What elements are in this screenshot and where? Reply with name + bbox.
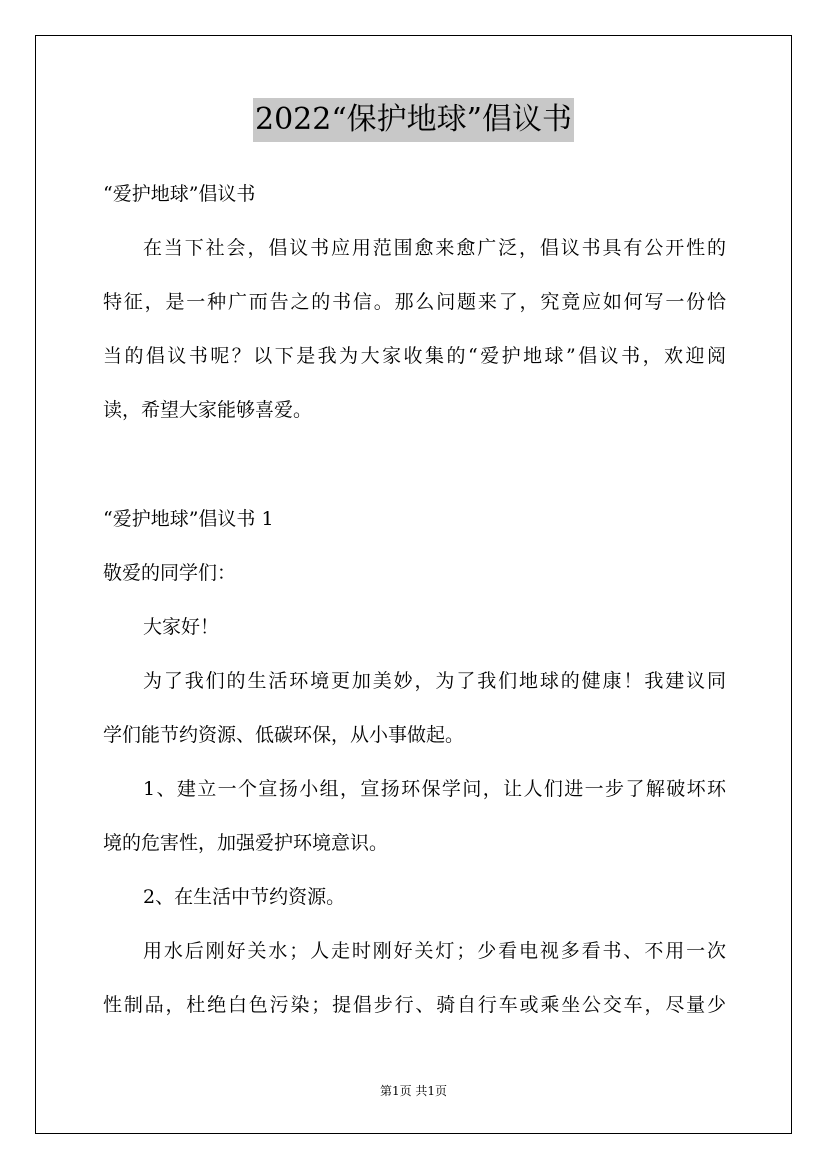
document-title: 2022“保护地球”倡议书 (253, 98, 574, 142)
intro-line-2: 特征，是一种广而告之的书信。那么问题来了，究竟应如何写一份恰 (103, 291, 726, 313)
intro-line-3: 当的倡议书呢？以下是我为大家收集的“爱护地球”倡议书，欢迎阅 (103, 345, 726, 367)
body-line-2: 学们能节约资源、低碳环保，从小事做起。 (103, 724, 465, 746)
body-line-4: 境的危害性，加强爱护环境意识。 (103, 832, 389, 854)
body-line-5: 2、在生活中节约资源。 (143, 886, 346, 908)
body-line-3: 1、建立一个宣扬小组，宣扬环保学问，让人们进一步了解破坏环 (143, 778, 726, 800)
body-line-7: 性制品，杜绝白色污染；提倡步行、骑自行车或乘坐公交车，尽量少 (103, 994, 726, 1016)
section-title: “爱护地球”倡议书 1 (103, 508, 274, 530)
salutation: 敬爱的同学们： (103, 562, 237, 584)
body-line-6: 用水后刚好关水；人走时刚好关灯；少看电视多看书、不用一次 (143, 940, 726, 962)
document-heading: “爱护地球”倡议书 (103, 183, 256, 205)
intro-line-4: 读，希望大家能够喜爱。 (103, 399, 313, 421)
page-footer: 第1页 共1页 (379, 1084, 448, 1098)
greeting: 大家好！ (143, 616, 220, 638)
intro-line-1: 在当下社会，倡议书应用范围愈来愈广泛，倡议书具有公开性的 (143, 237, 726, 259)
title-container (0, 98, 827, 142)
body-line-1: 为了我们的生活环境更加美妙，为了我们地球的健康！我建议同 (143, 670, 726, 692)
